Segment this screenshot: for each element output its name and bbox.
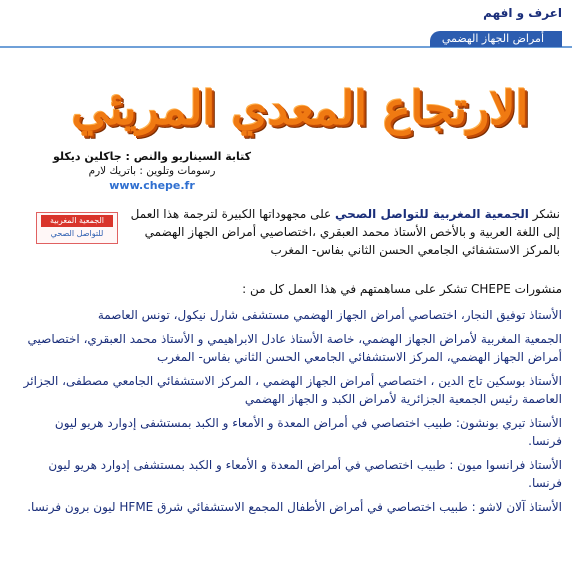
credits-writer: كتابة السيناريو والنص : جاكلين ديكلو — [52, 150, 252, 163]
intro-paragraph — [36, 205, 560, 259]
section-tag: أمراض الجهاز الهضمي — [430, 31, 562, 47]
contributor-item: الجمعية المغربية لأمراض الجهاز الهضمي، خاصة الأستاذ عادل الابراهيمي و الأستاذ محمد العبقري، اختصاصيي أمراض الجهاز الهضمي، المركز الاستشفائي الجامعي الحسن الثاني بفاس- المغرب — [27, 332, 562, 364]
logo-line-2: للتواصل الصحي — [50, 229, 104, 238]
intro-org: الجمعية المغربية للتواصل الصحي — [335, 207, 529, 221]
contributor-item: الأستاذ فرانسوا ميون : طبيب اختصاصي في أمراض المعدة و الأمعاء و الكبد بمستشفى إدوارد هريو ليون فرنسا. — [48, 458, 562, 490]
intro-rest: على مجهوداتها الكبيرة لترجمة هذا العمل إلى اللغة العربية و بالأخص الأستاذ محمد العبقري ،اختصاصيي أمراض الجهاز الهضمي بالمركز الاستشفائي الجامعي الحسن الثاني بفاس- المغرب — [130, 207, 560, 257]
intro-prefix: نشكر — [528, 207, 560, 221]
contributor-item: الأستاذ تيري بونشون: طبيب اختصاصي في أمراض المعدة و الأمعاء و الكبد بمستشفى إدوارد هريو ليون فرنسا. — [54, 416, 562, 448]
logo-line-1: الجمعية المغربية — [41, 215, 113, 227]
credits-illustrator: رسومات وتلوين : باتريك لارم — [88, 165, 216, 177]
contributor-item: الأستاذ آلان لاشو : طبيب اختصاصي في أمراض الأطفال المجمع الاستشفائي شرق HFME ليون برون فرنسا. — [27, 500, 562, 514]
credits-block — [2, 150, 302, 192]
website-link[interactable]: www.chepe.fr — [109, 179, 195, 192]
contributor-item: الأستاذ بوسكين تاج الدين ، اختصاصي أمراض الجهاز الهضمي ، المركز الاستشفائي الجامعي مصطفى، الجزائر العاصمة رئيس الجمعية الجزائرية لأمراض الكبد و الجهاز الهضمي — [23, 374, 562, 406]
contributors-list — [18, 306, 562, 518]
contributor-item: الأستاذ توفيق النجار، اختصاصي أمراض الجهاز الهضمي مستشفى شارل نيكول، تونس العاصمة — [97, 308, 562, 322]
thanks-line: منشورات CHEPE تشكر على مساهمتهم في هذا العمل كل من : — [242, 282, 562, 296]
header-kicker: اعرف و افهم — [483, 6, 562, 20]
page-title: الارتجاع المعدي المريئي — [71, 81, 529, 135]
